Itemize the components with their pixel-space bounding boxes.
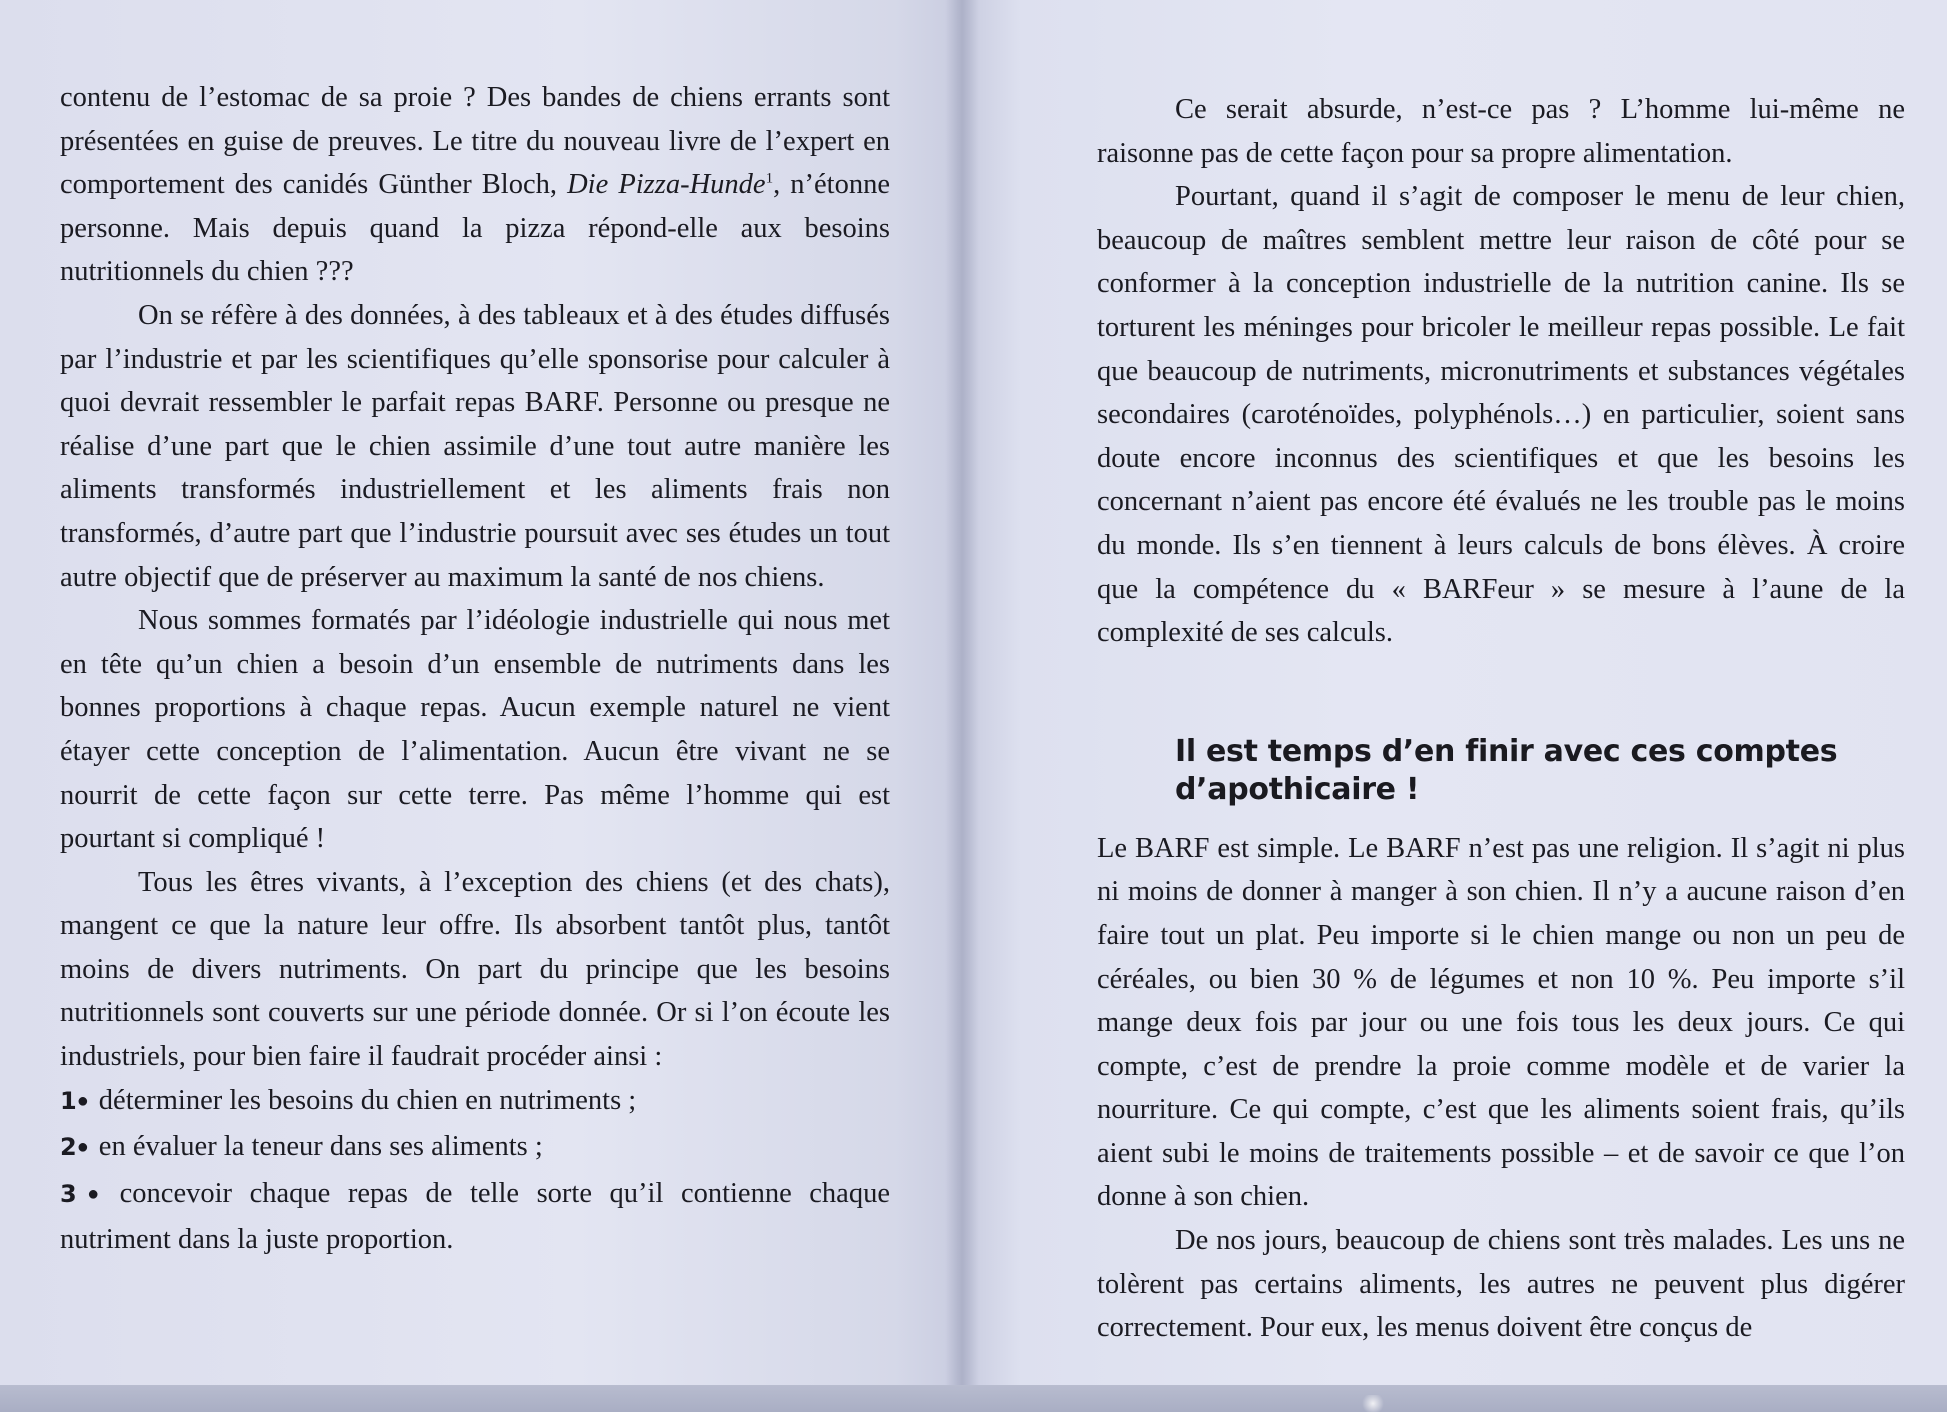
book-title-italic: Die Pizza-Hunde <box>567 169 766 201</box>
left-paragraph-2: On se réfère à des données, à des tableaux et à des études diffusés par l’industrie et par les scientifiques qu’elle sponsorise pour calculer à quoi devrait ressembler le parfait repas BARF. Personne ou presque ne réalise d’une part que le chien assimile d’une tout autre manière les aliments transformés industriellement et les aliments frais non transformés, d’autre part que l’industrie poursuit avec ses études un tout autre objectif que de préserver au maximum la santé de nos chiens. <box>60 299 890 593</box>
heading-line-2: d’apothicaire ! <box>1175 771 1420 807</box>
left-page <box>0 0 962 1385</box>
section-heading <box>1175 733 1905 809</box>
right-text-column <box>1097 88 1905 1350</box>
list-item: 2● en évaluer la teneur dans ses aliments ; <box>60 1131 543 1163</box>
right-paragraph-1: Ce serait absurde, n’est-ce pas ? L’homme lui-même ne raisonne pas de cette façon pour sa propre alimentation. <box>1097 94 1905 169</box>
light-glare <box>1360 1395 1386 1412</box>
left-text-column <box>60 76 890 1262</box>
bullet-icon: ● <box>76 1182 110 1205</box>
book-gutter <box>945 0 979 1385</box>
list-number: 3 <box>60 1179 77 1208</box>
list-number: 1 <box>60 1086 77 1115</box>
left-paragraph-4: Tous les êtres vivants, à l’exception des chiens (et des chats), mangent ce que la nature leur offre. Ils absorbent tantôt plus, tantôt moins de divers nutriments. On part du principe que les besoins nutritionnels sont couverts sur une période donnée. Or si l’on écoute les industriels, pour bien faire il faudrait procéder ainsi : <box>60 866 890 1073</box>
left-paragraph-3: Nous sommes formatés par l’idéologie industrielle qui nous met en tête qu’un chien a besoin d’un ensemble de nutriments dans les bonnes proportions à chaque repas. Aucun exemple naturel ne vient étayer cette conception de l’alimentation. Aucun être vivant ne se nourrit de cette façon sur cette terre. Pas même l’homme qui est pourtant si compliqué ! <box>60 605 890 855</box>
bullet-icon: ● <box>76 1089 89 1112</box>
left-paragraph-1: contenu de l’estomac de sa proie ? Des bandes de chiens errants sont présentées en guise de preuves. Le titre du nouveau livre de l’expert en comportement des canidés Günther Bloch, Die Pizza-Hunde$^1$, n’étonne personne. Mais depuis quand la pizza répond-elle aux besoins nutritionnels du chien ??? <box>60 82 890 288</box>
footnote-mark: 1 <box>765 170 774 187</box>
list-number: 2 <box>60 1133 77 1162</box>
page-bottom-edge <box>0 1385 1947 1412</box>
right-paragraph-2: Pourtant, quand il s’agit de composer le menu de leur chien, beaucoup de maîtres semblent mettre leur raison de côté pour se conformer à la conception industrielle de la nutrition canine. Ils se torturent les méninges pour bricoler le meilleur repas possible. Le fait que beaucoup de nutriments, micronutriments et substances végétales secondaires (caroténoïdes, polyphénols…) en particulier, soient sans doute encore inconnus des scientifiques et que les besoins les concernant n’aient pas encore été évalués ne les trouble pas le moins du monde. Ils s’en tiennent à leurs calculs de bons élèves. À croire que la compétence du « BARFeur » se mesure à l’aune de la complexité de ses calculs. <box>1097 181 1905 649</box>
list-item: 1● déterminer les besoins du chien en nutriments ; <box>60 1084 637 1116</box>
right-paragraph-4: De nos jours, beaucoup de chiens sont très malades. Les uns ne tolèrent pas certains aliments, les autres ne peuvent plus digérer correctement. Pour eux, les menus doivent être conçus de <box>1097 1225 1905 1344</box>
right-paragraph-3: Le BARF est simple. Le BARF n’est pas une religion. Il s’agit ni plus ni moins de donner à manger à son chien. Il n’y a aucune raison d’en faire tout un plat. Peu importe si le chien mange ou non un peu de céréales, ou bien 30 % de légumes et non 10 %. Peu importe s’il mange deux fois par jour ou une fois tous les deux jours. Ce qui compte, c’est de prendre la proie comme modèle et de varier la nourriture. Ce qui compte, c’est que les aliments soient frais, qu’ils aient subi le moins de traitements possible – et de savoir ce que l’on donne à son chien. <box>1097 832 1905 1213</box>
heading-line-1: Il est temps d’en finir avec ces comptes <box>1175 733 1838 769</box>
list-item: 3● concevoir chaque repas de telle sorte qu’il contienne chaque nutriment dans la juste proportion. <box>60 1177 890 1256</box>
bullet-icon: ● <box>76 1136 89 1159</box>
